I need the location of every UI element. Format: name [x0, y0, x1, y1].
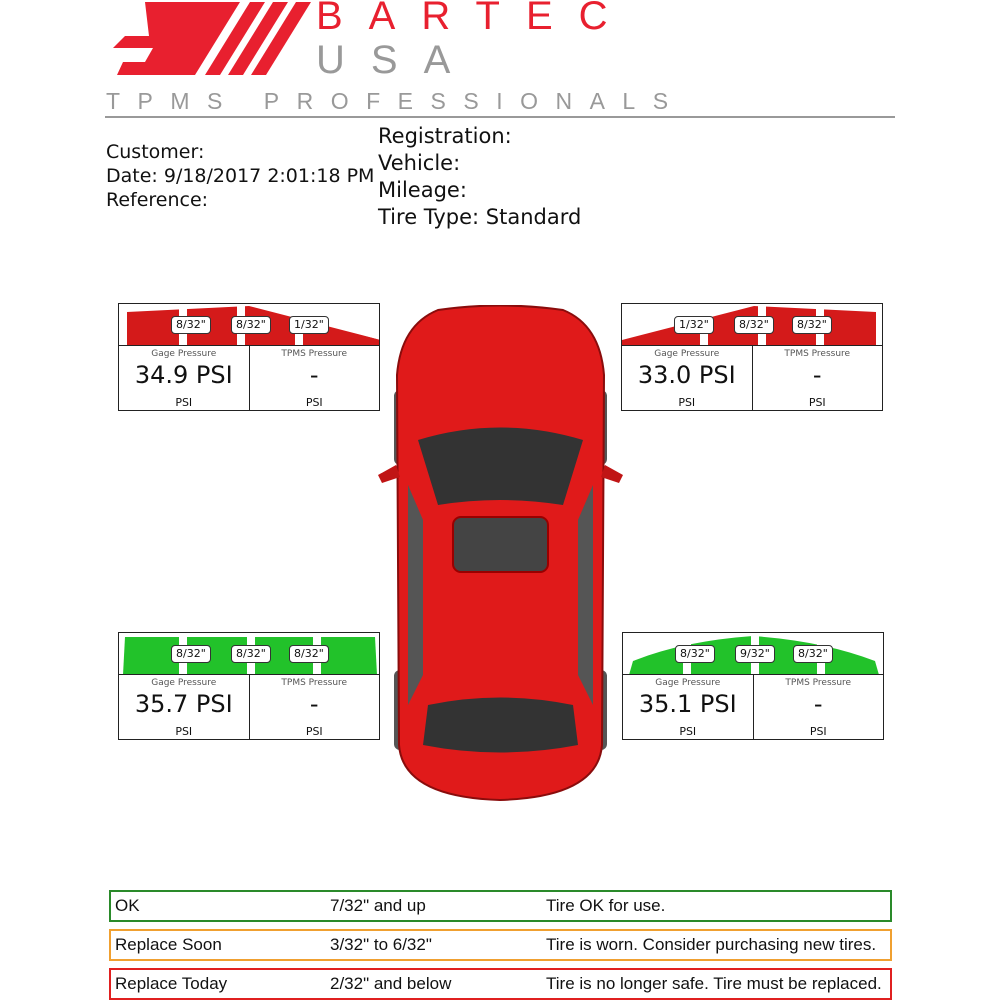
legend-status: Replace Today	[115, 974, 228, 993]
tread-depth-center: 8/32"	[231, 316, 271, 334]
tpms-unit: PSI	[809, 725, 827, 738]
tire-front-left	[118, 303, 380, 411]
tpms-value: -	[309, 361, 319, 389]
tpms-value: -	[812, 361, 822, 389]
tpms-pressure-cell	[249, 675, 380, 739]
legend-range: 3/32" to 6/32"	[330, 935, 432, 954]
tire-front-right	[621, 303, 883, 411]
tpms-label: TPMS Pressure	[281, 349, 348, 359]
tpms-unit: PSI	[305, 396, 323, 409]
gage-pressure-cell	[622, 346, 752, 410]
legend-row-ok	[109, 890, 892, 922]
gage-pressure-cell	[623, 675, 753, 739]
tpms-label: TPMS Pressure	[784, 349, 851, 359]
tire-rear-right	[622, 632, 884, 740]
gage-unit: PSI	[678, 396, 696, 409]
legend-desc: Tire is no longer safe. Tire must be replaced.	[546, 974, 882, 993]
tpms-pressure-cell	[249, 346, 380, 410]
tread-depth-inner: 8/32"	[289, 645, 329, 663]
gage-unit: PSI	[175, 396, 193, 409]
tread-depth-outer: 8/32"	[171, 316, 211, 334]
gage-unit: PSI	[679, 725, 697, 738]
legend-range: 2/32" and below	[330, 974, 452, 993]
tpms-value: -	[309, 690, 319, 718]
tpms-unit: PSI	[808, 396, 826, 409]
gage-label: Gage Pressure	[151, 349, 217, 359]
legend-row-replace-soon	[109, 929, 892, 961]
tread-depth-inner: 8/32"	[792, 316, 832, 334]
tread-depth-center: 8/32"	[734, 316, 774, 334]
tread-depth-inner: 8/32"	[793, 645, 833, 663]
legend-row-replace-today	[109, 968, 892, 1000]
legend-desc: Tire OK for use.	[546, 896, 666, 915]
reference-field: Reference:	[106, 189, 209, 211]
customer-field: Customer:	[106, 141, 205, 163]
header-divider	[105, 116, 895, 118]
registration-field: Registration:	[378, 124, 512, 148]
tire-type-field: Tire Type: Standard	[378, 205, 582, 229]
tire-rear-left	[118, 632, 380, 740]
tread-depth-outer: 1/32"	[674, 316, 714, 334]
tread-depth-center: 9/32"	[735, 645, 775, 663]
tpms-label: TPMS Pressure	[281, 678, 348, 688]
tread-depth-center: 8/32"	[231, 645, 271, 663]
gage-value: 35.1 PSI	[638, 690, 737, 718]
legend-range: 7/32" and up	[330, 896, 426, 915]
tpms-pressure-cell	[752, 346, 883, 410]
vehicle-field: Vehicle:	[378, 151, 461, 175]
tread-depth-inner: 1/32"	[289, 316, 329, 334]
gage-value: 34.9 PSI	[134, 361, 233, 389]
tpms-label: TPMS Pressure	[785, 678, 852, 688]
gage-value: 35.7 PSI	[134, 690, 233, 718]
tread-depth-outer: 8/32"	[675, 645, 715, 663]
tpms-value: -	[813, 690, 823, 718]
gage-label: Gage Pressure	[151, 678, 217, 688]
logo-mark-icon	[105, 0, 315, 78]
legend-status: Replace Soon	[115, 935, 222, 954]
legend-status: OK	[115, 896, 140, 915]
tpms-pressure-cell	[753, 675, 884, 739]
logo-sub: USA	[316, 38, 477, 82]
gage-pressure-cell	[119, 675, 249, 739]
gage-label: Gage Pressure	[655, 678, 721, 688]
date-field: Date: 9/18/2017 2:01:18 PM	[106, 165, 375, 187]
car-top-view-icon	[378, 305, 623, 805]
gage-label: Gage Pressure	[654, 349, 720, 359]
logo-brand: BARTEC	[316, 0, 634, 38]
gage-pressure-cell	[119, 346, 249, 410]
tread-depth-outer: 8/32"	[171, 645, 211, 663]
logo-tagline: TPMS PROFESSIONALS	[106, 88, 686, 114]
gage-unit: PSI	[175, 725, 193, 738]
mileage-field: Mileage:	[378, 178, 467, 202]
tpms-unit: PSI	[305, 725, 323, 738]
gage-value: 33.0 PSI	[637, 361, 736, 389]
legend-desc: Tire is worn. Consider purchasing new tires.	[546, 935, 877, 954]
